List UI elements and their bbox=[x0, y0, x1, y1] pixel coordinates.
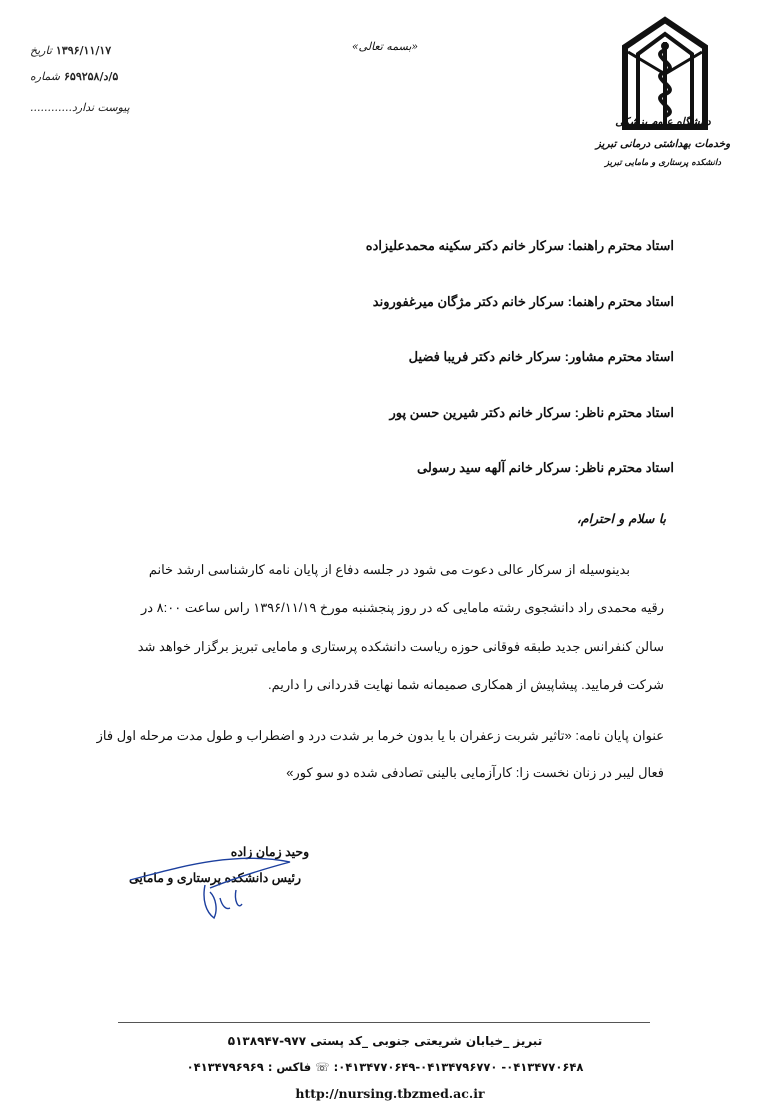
paragraph1-line2: رقیه محمدی راد دانشجوی رشته مامایی که در روز پنجشنبه مورخ ۱۳۹۶/۱۱/۱۹ راس ساعت ۸:۰۰ در bbox=[140, 600, 664, 615]
greeting: با سلام و احترام، bbox=[576, 511, 666, 526]
paragraph1-line1: بدینوسیله از سرکار عالی دعوت می شود در جلسه دفاع از پایان نامه کارشناسی ارشد خانم bbox=[148, 562, 630, 577]
footer-website-link[interactable]: http://nursing.tbzmed.ac.ir bbox=[295, 1086, 485, 1101]
number-label: شماره bbox=[30, 70, 61, 83]
number-row bbox=[30, 70, 190, 83]
university-logo bbox=[600, 12, 730, 182]
date-row bbox=[30, 44, 190, 57]
bismillah: «بسمه تعالی» bbox=[351, 40, 419, 53]
footer-address: تبریز _خیابان شریعتی جنوبی _کد پستی ۹۷۷-۵۱۳۸۹۴۷ bbox=[227, 1034, 543, 1048]
paragraph2-line2: فعال لیبر در زنان نخست زا: کارآزمایی بالینی تصادفی شده دو سو کور» bbox=[286, 765, 664, 780]
paragraph2-line1: عنوان پایان نامه: «تاثیر شربت زعفران با یا بدون خرما بر شدت درد و اضطراب و طول مدت مرحله اول فاز bbox=[96, 728, 664, 743]
logo-caption-line2: وخدمات بهداشتی درمانی تبریز bbox=[595, 138, 731, 150]
attachment-text: پیوست ندارد............ bbox=[30, 101, 130, 114]
number-value: ۵/د/۶۵۹۲۵۸ bbox=[64, 70, 119, 83]
attachment-block bbox=[30, 101, 190, 114]
signatory-title: رئیس دانشکده پرستاری و مامایی bbox=[129, 871, 301, 885]
addressee-2: استاد محترم راهنما: سرکار خانم دکتر مژگان میرغفوروند bbox=[372, 294, 674, 309]
date-label: تاریخ bbox=[30, 44, 52, 57]
addressee-5: استاد محترم ناظر: سرکار خانم آلهه سید رسولی bbox=[416, 460, 674, 475]
logo-caption-line1: دانشگاه علوم پزشکی bbox=[615, 116, 711, 128]
paragraph1-line3: سالن کنفرانس جدید طبقه فوقانی حوزه ریاست دانشکده پرستاری و مامایی تبریز برگزار خواهد شد bbox=[137, 639, 664, 654]
date-value: ۱۳۹۶/۱۱/۱۷ bbox=[55, 44, 112, 57]
addressee-4: استاد محترم ناظر: سرکار خانم دکتر شیرین حسن پور bbox=[389, 405, 674, 420]
handwritten-signature-icon bbox=[110, 840, 310, 930]
university-emblem-icon bbox=[600, 12, 730, 132]
footer-divider bbox=[118, 1022, 650, 1023]
letter-meta bbox=[30, 44, 190, 57]
addressee-1: استاد محترم راهنما: سرکار خانم دکتر سکینه محمدعلیزاده bbox=[365, 238, 674, 253]
footer-phones: ۰۴۱۳۴۷۷۰۶۴۸- ۰۴۱۳۴۷۷۰۶۴۹-۰۴۱۳۴۷۹۶۷۷۰: ☏ فاکس : ۰۴۱۳۴۷۹۶۹۶۹ bbox=[186, 1060, 584, 1074]
signatory-name: وحید زمان زاده bbox=[230, 845, 310, 859]
attachment-row bbox=[30, 101, 190, 114]
paragraph1-line4: شرکت فرمایید. پیشاپیش از همکاری صمیمانه شما نهایت قدردانی را داریم. bbox=[268, 677, 664, 692]
number-block bbox=[30, 70, 190, 83]
logo-caption-line3: دانشکده پرستاری و مامایی تبریز bbox=[604, 158, 722, 168]
addressee-3: استاد محترم مشاور: سرکار خانم دکتر فریبا فضیل bbox=[408, 349, 674, 364]
